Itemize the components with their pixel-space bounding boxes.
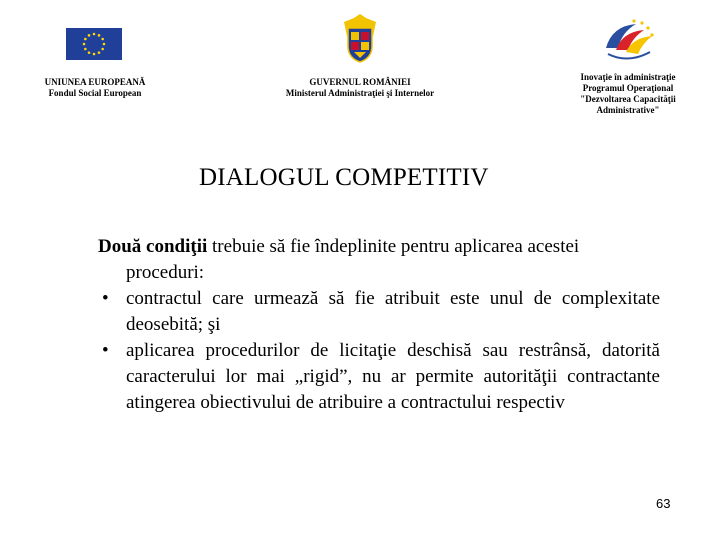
eu-star-icon xyxy=(88,51,91,54)
bullet-list xyxy=(98,286,660,416)
eu-star-icon xyxy=(84,38,87,41)
program-caption-line4: Administrative" xyxy=(596,105,660,115)
intro-text: trebuie să fie îndeplinite pentru aplicarea acestei proceduri: xyxy=(126,236,580,283)
bullet-text: contractul care urmează să fie atribuit este unul de complexitate deosebită; şi xyxy=(126,288,660,335)
eu-caption-line1: UNIUNEA EUROPEANĂ xyxy=(44,77,146,87)
eu-star-icon xyxy=(101,48,104,51)
program-caption xyxy=(560,72,696,116)
eu-star-icon xyxy=(98,34,101,37)
bullet-text: aplicarea procedurilor de licitaţie deschisă sau restrânsă, datorită caracterului lor mai „rigid”, nu ar permite autorităţii contractante atingerea obiectivului de atribuire a contractului respectiv xyxy=(126,340,660,413)
government-caption-line1: GUVERNUL ROMÂNIEI xyxy=(309,77,411,87)
list-item xyxy=(98,286,660,338)
intro-paragraph xyxy=(98,234,660,286)
romania-coat-of-arms-icon xyxy=(340,14,380,64)
eu-caption xyxy=(30,77,160,99)
program-caption-line1: Inovaţie în administraţie xyxy=(580,72,676,82)
pod-dca-logo-icon xyxy=(602,18,656,64)
bullet-icon: • xyxy=(102,340,109,361)
eu-star-icon xyxy=(93,53,96,56)
eu-star-icon xyxy=(83,43,86,46)
government-caption xyxy=(262,77,458,99)
eu-caption-line2: Fondul Social European xyxy=(48,88,142,98)
program-caption-line2: Programul Operaţional xyxy=(582,83,674,93)
page-number: 63 xyxy=(656,496,671,511)
slide-title: DIALOGUL COMPETITIV xyxy=(199,164,489,191)
intro-bold-text: Două condiţii xyxy=(98,236,208,257)
eu-star-icon xyxy=(103,43,106,46)
bullet-icon: • xyxy=(102,288,109,309)
program-caption-line3: "Dezvoltarea Capacităţii xyxy=(580,94,676,104)
eu-star-icon xyxy=(93,33,96,36)
government-caption-line2: Ministerul Administraţiei şi Internelor xyxy=(285,88,435,98)
eu-flag-icon xyxy=(66,28,122,60)
eu-star-icon xyxy=(98,51,101,54)
slide-body xyxy=(98,234,660,416)
eu-star-icon xyxy=(84,48,87,51)
eu-star-icon xyxy=(101,38,104,41)
eu-star-icon xyxy=(88,34,91,37)
list-item xyxy=(98,338,660,416)
